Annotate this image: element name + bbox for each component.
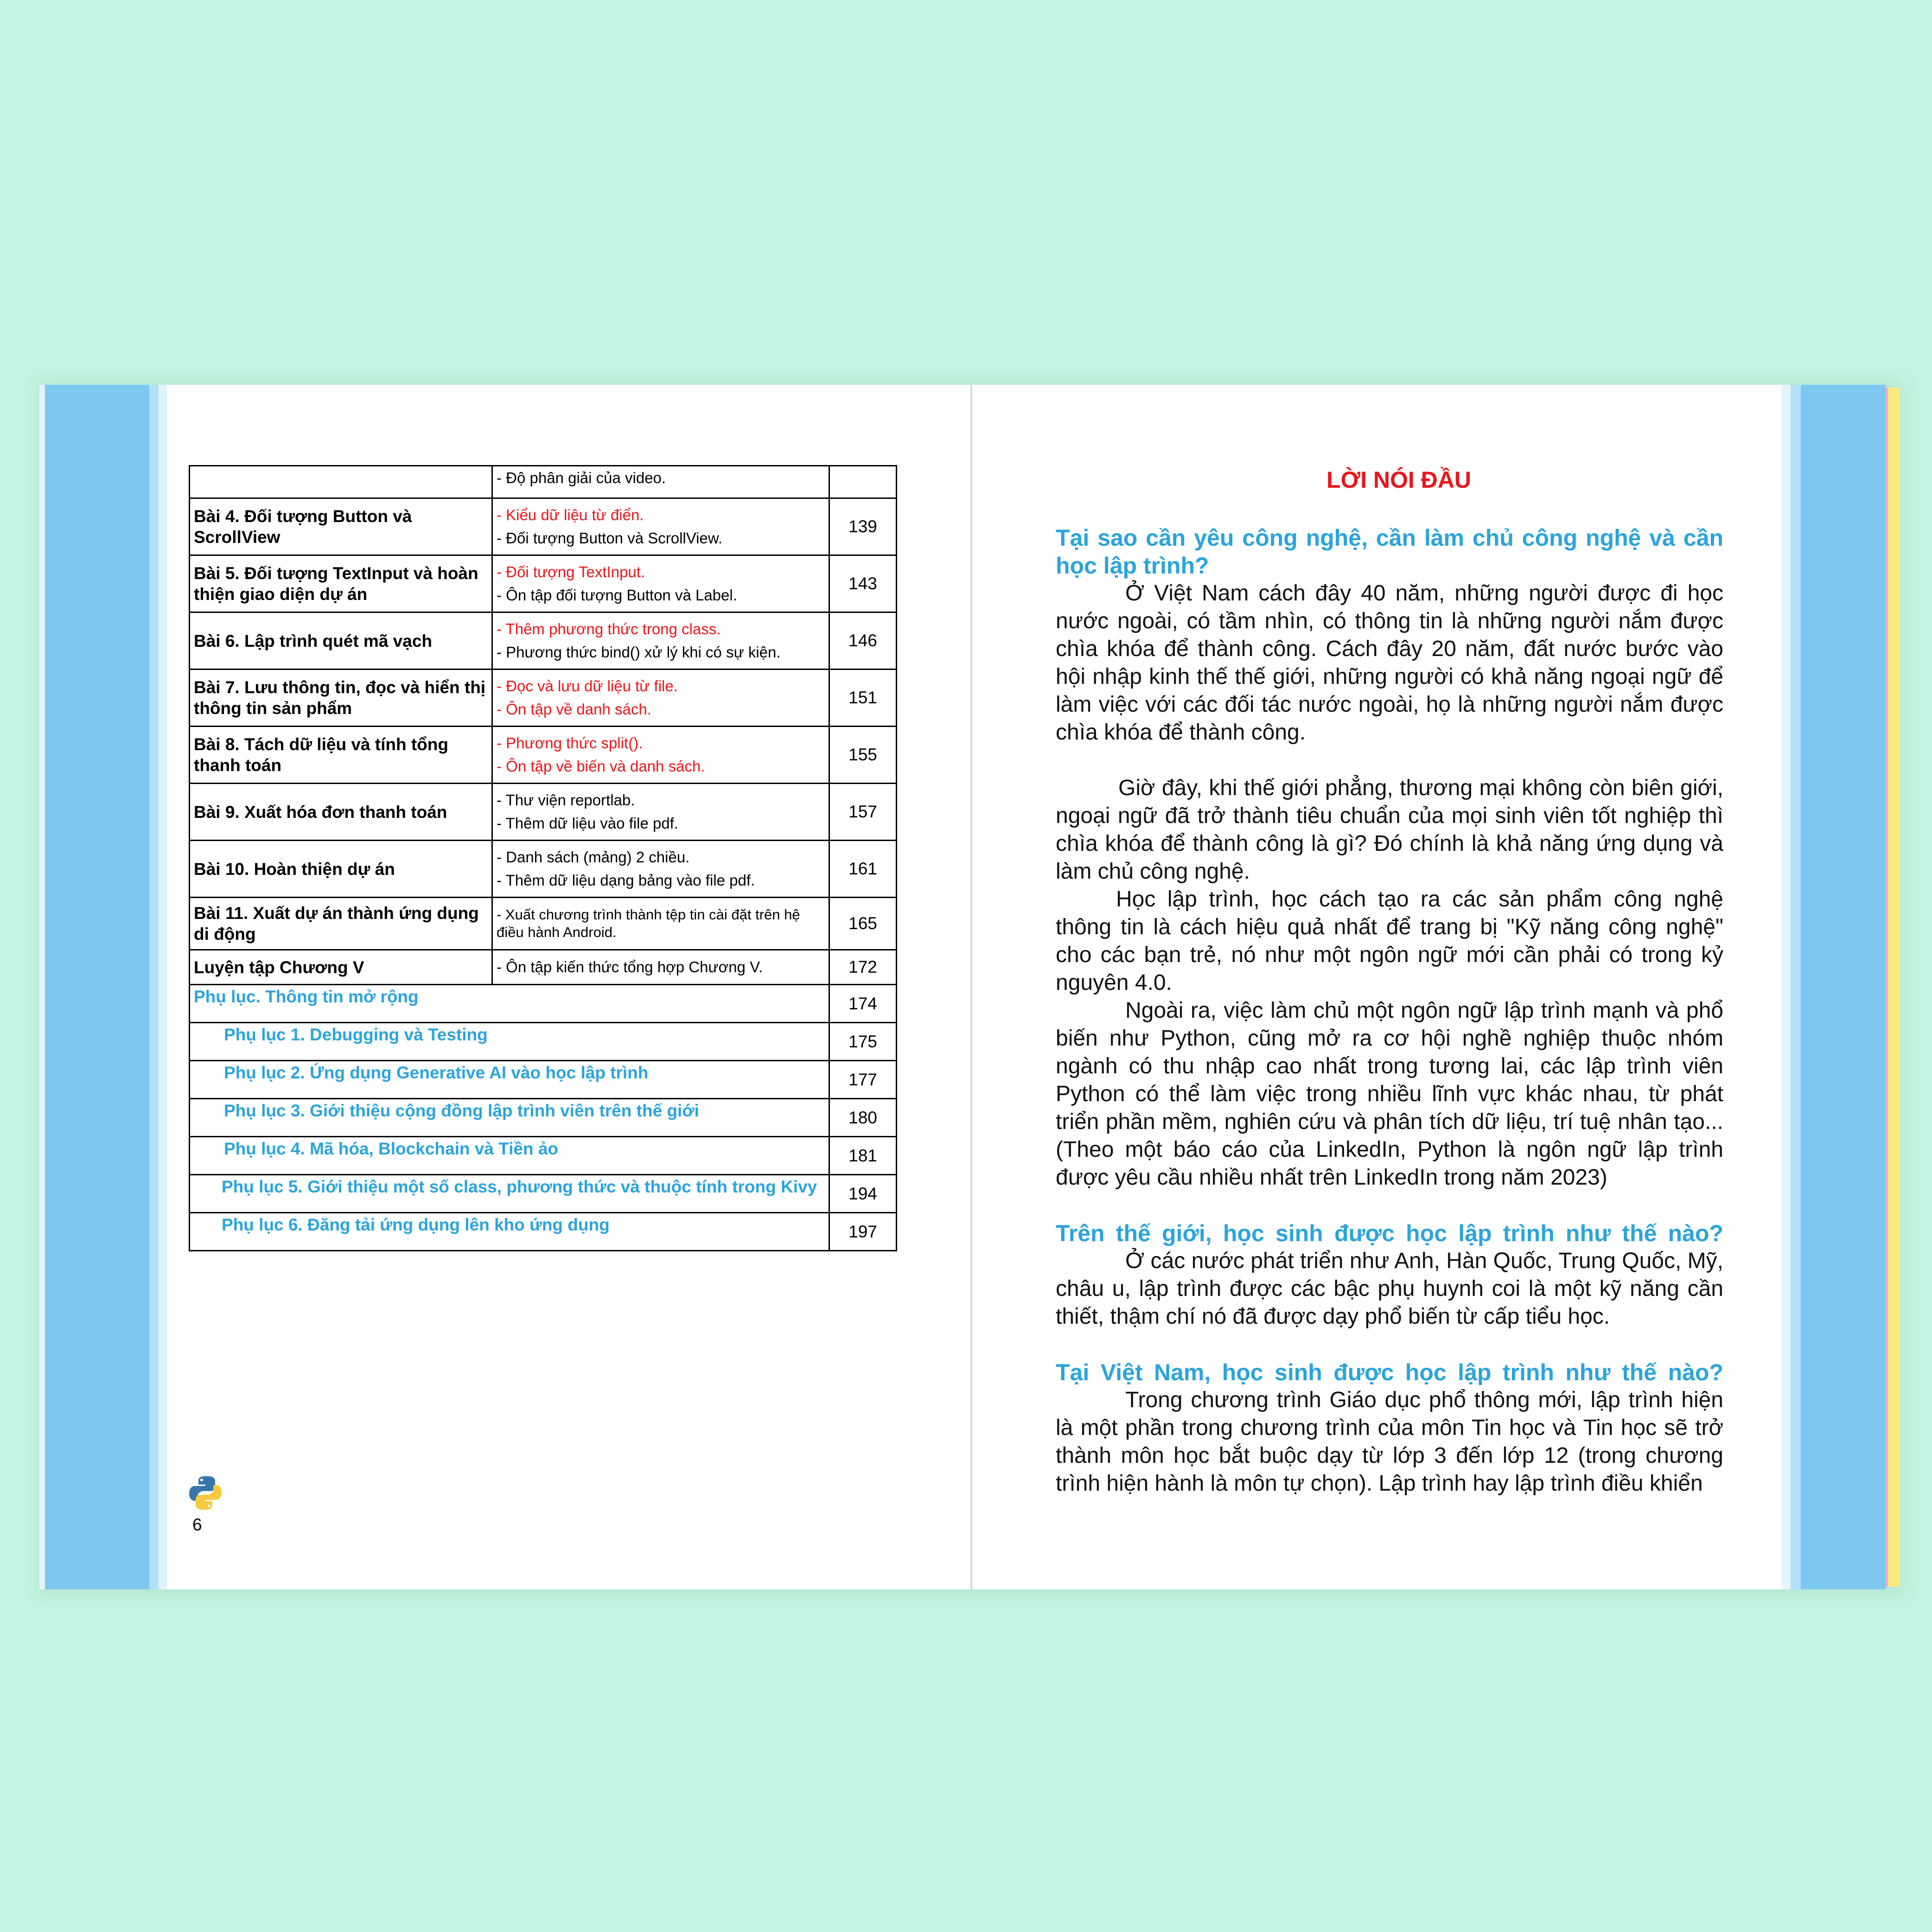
page-ref: 180: [829, 1099, 897, 1137]
question-heading: Tại Việt Nam, học sinh được học lập trình như thế nào?: [1056, 1359, 1723, 1385]
lesson-title: Bài 6. Lập trình quét mã vạch: [194, 631, 433, 650]
lesson-title: Bài 9. Xuất hóa đơn thanh toán: [194, 802, 447, 822]
table-row: [190, 1099, 897, 1137]
table-row: [190, 1175, 897, 1213]
topics-cell: [492, 612, 829, 670]
question-heading: Trên thế giới, học sinh được học lập trình như thế nào?: [1056, 1220, 1723, 1246]
appendix-cell: [190, 1023, 829, 1061]
topics-cell: [492, 727, 829, 784]
table-row: [190, 555, 897, 612]
preface-block-3: [1056, 997, 1723, 1192]
lesson-cell: [190, 727, 492, 784]
lesson-cell: [190, 555, 492, 612]
topics-cell: [492, 950, 829, 985]
topic-item: - Đọc và lưu dữ liệu từ file.: [497, 677, 678, 695]
topic-item: - Phương thức split().: [497, 734, 643, 752]
table-row: [190, 985, 897, 1023]
page-ref: 155: [829, 727, 897, 784]
table-row: [190, 1137, 897, 1175]
lesson-cell: [190, 784, 492, 841]
appendix-title: Phụ lục 4. Mã hóa, Blockchain và Tiền ảo: [224, 1139, 559, 1158]
appendix-cell: [190, 985, 829, 1023]
lesson-cell: [190, 498, 492, 555]
topic-item: - Thư viện reportlab.: [497, 791, 635, 809]
topic-item: - Thêm phương thức trong class.: [497, 620, 721, 638]
topic-item: - Kiểu dữ liệu từ điển.: [497, 506, 644, 523]
page-ref: 139: [829, 498, 897, 555]
page-ref: 197: [829, 1213, 897, 1251]
topic-item: - Đối tượng Button và ScrollView.: [497, 529, 723, 547]
lesson-title: Bài 7. Lưu thông tin, đọc và hiển thị thông tin sản phẩm: [194, 678, 486, 718]
appendix-cell: [190, 1175, 829, 1213]
preface-block-2: [1056, 774, 1723, 997]
page-ref: 194: [829, 1175, 897, 1213]
page-ref: 181: [829, 1137, 897, 1175]
page-ref: 143: [829, 555, 897, 612]
lesson-title: Bài 4. Đối tượng Button và ScrollView: [194, 507, 412, 547]
paragraph: Học lập trình, học cách tạo ra các sản phẩm công nghệ thông tin là cách hiệu quả nhất để trang bị "Kỹ năng công nghệ" cho các bạn trẻ, nó như một ngôn ngữ mới cần phải có trong kỷ nguyên 4.0.: [1056, 887, 1723, 995]
paragraph: Ở Việt Nam cách đây 40 năm, những người được đi học nước ngoài, có tầm nhìn, có thông tin là những người nắm được chìa khóa để thành công. Cách đây 20 năm, đất nước bước vào hội nhập kinh thế thế giới, những người có khả năng ngoại ngữ để làm việc với các đối tác nước ngoài, họ là những người nắm được chìa khóa để thành công.: [1056, 581, 1723, 745]
spine-stripe: [159, 385, 167, 1589]
side-stripe: [1781, 385, 1791, 1589]
topics-cell: [492, 555, 829, 612]
appendix-title: Phụ lục 5. Giới thiệu một số class, phương thức và thuộc tính trong Kivy: [222, 1177, 817, 1196]
lesson-title: Bài 8. Tách dữ liệu và tính tổng thanh toán: [194, 735, 448, 775]
page-title: LỜI NÓI ĐẦU: [1326, 467, 1472, 493]
table-row: [190, 466, 897, 498]
preface-block-1: [1056, 524, 1723, 746]
lesson-title: Bài 11. Xuất dự án thành ứng dụng di động: [194, 904, 479, 944]
preface-block-4: [1056, 1219, 1723, 1331]
lesson-cell: [190, 670, 492, 727]
topics-cell: [492, 841, 829, 898]
paragraph: Trong chương trình Giáo dục phổ thông mới, lập trình hiện là một phần trong chương trình của môn Tin học và Tin học sẽ trở thành môn học bắt buộc dạy từ lớp 3 đến lớp 12 (trong chương trình hiện hành là môn tự chọn). Lập trình hay lập trình điều khiển: [1056, 1388, 1723, 1496]
page-ref: 146: [829, 612, 897, 670]
appendix-cell: [190, 1213, 829, 1251]
paragraph: Ở các nước phát triển như Anh, Hàn Quốc, Trung Quốc, Mỹ, châu u, lập trình được các bậc phụ huynh coi là một kỹ năng cần thiết, thậm chí nó đã được dạy phổ biến từ cấp tiểu học.: [1056, 1249, 1723, 1329]
lesson-cell: [190, 950, 492, 985]
topic-item: - Độ phân giải của video.: [497, 469, 666, 486]
topic-item: - Xuất chương trình thành tệp tin cài đặt trên hệ điều hành Android.: [497, 906, 800, 940]
spine-stripe: [149, 385, 159, 1589]
page-ref: 165: [829, 898, 897, 950]
topic-item: - Đối tượng TextInput.: [497, 563, 645, 580]
lesson-cell: [190, 898, 492, 950]
appendix-title: Phụ lục 3. Giới thiệu cộng đồng lập trình viên trên thế giới: [224, 1101, 699, 1120]
topics-cell: [492, 466, 829, 498]
appendix-cell: [190, 1061, 829, 1099]
left-page: [39, 385, 972, 1589]
topic-item: - Phương thức bind() xử lý khi có sự kiện.: [497, 644, 781, 661]
question-heading: Tại sao cần yêu công nghệ, cần làm chủ công nghệ và cần học lập trình?: [1056, 525, 1723, 579]
spine-stripe: [45, 385, 149, 1589]
paragraph: Ngoài ra, việc làm chủ một ngôn ngữ lập trình mạnh và phổ biến như Python, cũng mở ra cơ hội nghề nghiệp thuộc nhóm ngành có thu nhập cao nhất trong tương lai, các lập trình viên Python có thể làm việc trong nhiều lĩnh vực khác nhau, từ phát triển phần mềm, nghiên cứu và phân tích dữ liệu, trí tuệ nhân tạo... (Theo một báo cáo của LinkedIn, Python là ngôn ngữ lập trình được yêu cầu nhiều nhất trên LinkedIn trong năm 2023): [1056, 998, 1723, 1190]
lesson-cell: [190, 612, 492, 670]
page-ref: 161: [829, 841, 897, 898]
appendix-title: Phụ lục. Thông tin mở rộng: [194, 987, 419, 1006]
topic-item: - Ôn tập về danh sách.: [497, 701, 651, 718]
table-row: [190, 670, 897, 727]
topic-item: - Ôn tập về biến và danh sách.: [497, 758, 705, 775]
page-ref: [829, 466, 897, 498]
topics-cell: [492, 670, 829, 727]
page-number: 6: [192, 1515, 202, 1534]
appendix-title: Phụ lục 2. Ứng dụng Generative AI vào học lập trình: [224, 1063, 649, 1082]
page-ref: 151: [829, 670, 897, 727]
paragraph: Giờ đây, khi thế giới phẳng, thương mại không còn biên giới, ngoại ngữ đã trở thành tiêu chuẩn của mọi sinh viên tốt nghiệp thì chìa khóa để thành công là gì? Đó chính là khả năng ứng dụng và làm chủ công nghệ.: [1056, 776, 1723, 884]
lesson-title: Bài 10. Hoàn thiện dự án: [194, 859, 395, 879]
right-page: [972, 385, 1886, 1589]
table-row: [190, 784, 897, 841]
lesson-cell: [190, 841, 492, 898]
table-of-contents: [189, 465, 897, 1251]
side-stripe: [1801, 385, 1886, 1589]
topic-item: - Ôn tập đối tượng Button và Label.: [497, 587, 737, 604]
page-ref: 175: [829, 1023, 897, 1061]
appendix-title: Phụ lục 1. Debugging và Testing: [224, 1025, 488, 1044]
lesson-cell: [190, 466, 492, 498]
table-row: [190, 612, 897, 670]
spine-stripe: [39, 385, 45, 1589]
appendix-cell: [190, 1137, 829, 1175]
page-ref: 157: [829, 784, 897, 841]
page-ref: 177: [829, 1061, 897, 1099]
lesson-title: Luyện tập Chương V: [194, 957, 364, 977]
table-row: [190, 498, 897, 555]
topic-item: - Thêm dữ liệu dạng bảng vào file pdf.: [497, 872, 755, 889]
table-row: [190, 841, 897, 898]
topic-item: - Danh sách (mảng) 2 chiều.: [497, 848, 690, 866]
page-edge-yellow: [1888, 388, 1900, 1587]
topics-cell: [492, 498, 829, 555]
page-ref: 172: [829, 950, 897, 985]
page-ref: 174: [829, 985, 897, 1023]
topics-cell: [492, 898, 829, 950]
table-row: [190, 727, 897, 784]
table-row: [190, 950, 897, 985]
topic-item: - Thêm dữ liệu vào file pdf.: [497, 815, 679, 832]
topics-cell: [492, 784, 829, 841]
lesson-title: Bài 5. Đối tượng TextInput và hoàn thiện giao diện dự án: [194, 564, 478, 604]
preface-block-5: [1056, 1358, 1723, 1498]
topic-item: - Ôn tập kiến thức tổng hợp Chương V.: [497, 958, 763, 976]
appendix-cell: [190, 1099, 829, 1137]
appendix-title: Phụ lục 6. Đăng tải ứng dụng lên kho ứng dụng: [222, 1215, 610, 1234]
table-row: [190, 1023, 897, 1061]
table-row: [190, 1061, 897, 1099]
table-row: [190, 898, 897, 950]
table-row: [190, 1213, 897, 1251]
side-stripe: [1791, 385, 1801, 1589]
python-logo-icon: [187, 1474, 224, 1511]
